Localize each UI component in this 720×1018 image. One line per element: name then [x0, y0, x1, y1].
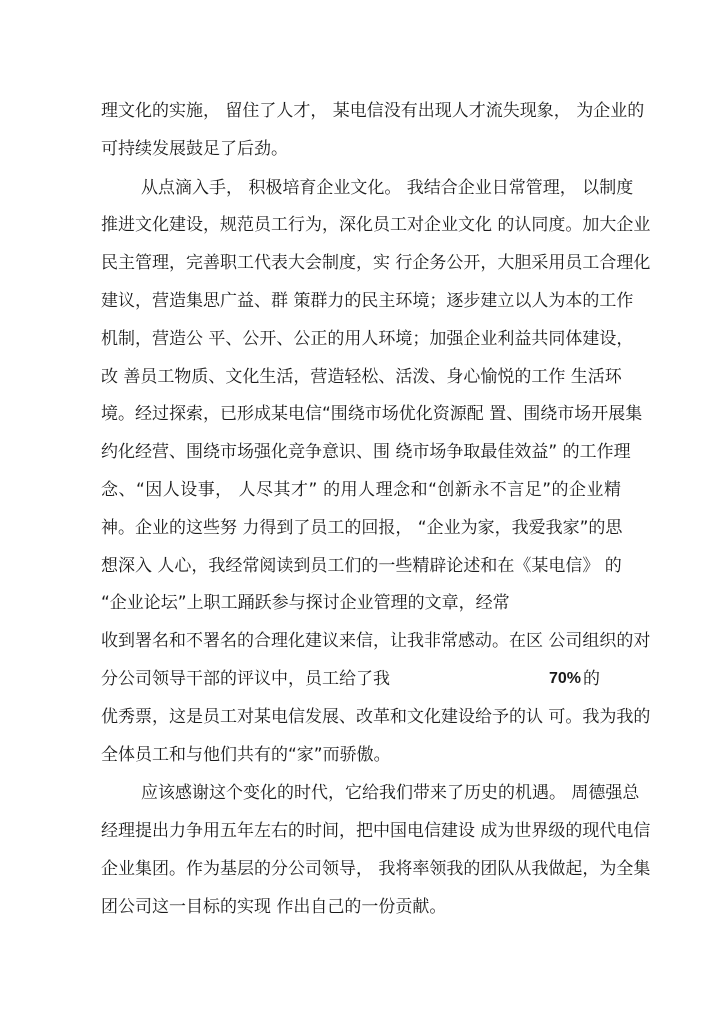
text-line: 改 善员工物质、文化生活，营造轻松、活泼、身心愉悦的工作 生活环	[101, 367, 622, 387]
text-line: 团公司这一目标的实现 作出自己的一份贡献。	[101, 897, 447, 917]
text-line: 民主管理，完善职工代表大会制度，实 行企务公开，大胆采用员工合理化	[101, 253, 651, 273]
percentage-value: 70%	[549, 670, 582, 687]
paragraph-first-line: 应该感谢这个变化的时代，它给我们带来了历史的机遇。 周德强总	[141, 783, 640, 803]
text-line: 全体员工和与他们共有的“家”而骄傲。	[101, 745, 391, 765]
text-line: 经理提出力争用五年左右的时间，把中国电信建设 成为世界级的现代电信	[101, 821, 651, 841]
text-line: 理文化的实施， 留住了人才， 某电信没有出现人才流失现象， 为企业的	[101, 101, 645, 121]
text-line: 优秀票，这是员工对某电信发展、改革和文化建设给予的认 可。我为我的	[101, 707, 651, 727]
text-line: 神。企业的这些努 力得到了员工的回报， “企业为家，我爱我家”的思	[101, 518, 623, 538]
text-line: 可持续发展鼓足了后劲。	[101, 139, 288, 159]
percentage-suffix: 的	[583, 669, 600, 689]
text-line: 收到署名和不署名的合理化建议来信，让我非常感动。在区 公司组织的对	[101, 631, 651, 651]
text-line: 想深入 人心，我经常阅读到员工们的一些精辟论述和在《某电信》 的	[101, 556, 622, 576]
text-line: 念、“因人设事， 人尽其才” 的用人理念和“创新永不言足”的企业精	[101, 480, 621, 500]
text-line: 推进文化建设，规范员工行为，深化员工对企业文化 的认同度。加大企业	[101, 215, 651, 235]
text-line: 企业集团。作为基层的分公司领导， 我将率领我的团队从我做起，为全集	[101, 859, 651, 879]
text-line: 建议，营造集思广益、群 策群力的民主环境；逐步建立以人为本的工作	[101, 291, 634, 311]
text-line: 机制，营造公 平、公开、公正的用人环境；加强企业利益共同体建设，	[101, 329, 634, 349]
paragraph-first-line: 从点滴入手， 积极培育企业文化。 我结合企业日常管理， 以制度	[141, 178, 634, 198]
text-line: 境。经过探索，已形成某电信“围绕市场优化资源配 置、围绕市场开展集	[101, 404, 643, 424]
text-line: 分公司领导干部的评议中，员工给了我	[101, 669, 390, 689]
text-line: “企业论坛”上职工踊跃参与探讨企业管理的文章，经常	[101, 593, 510, 613]
text-line: 约化经营、围绕市场强化竞争意识、围 绕市场争取最佳效益” 的工作理	[101, 442, 631, 462]
